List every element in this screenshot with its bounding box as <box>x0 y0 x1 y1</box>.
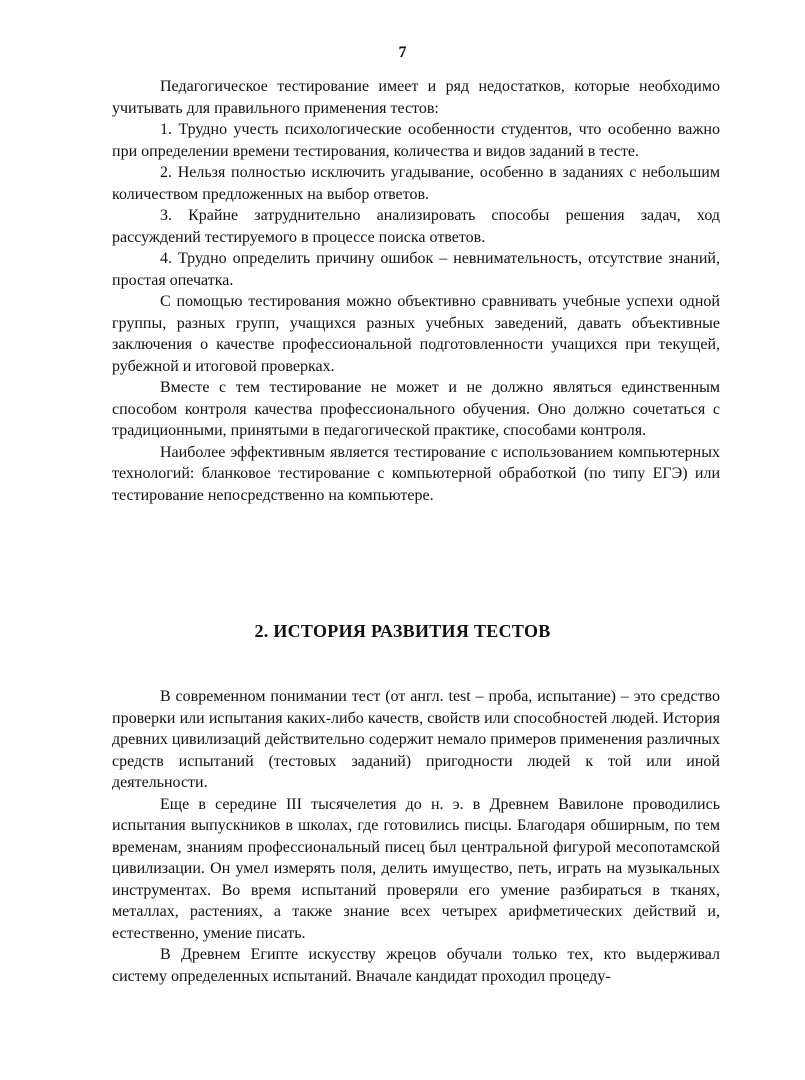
list-item: 3. Крайне затруднительно анализировать способы решения задач, ход рассуждений тестируемого в процессе поиска ответов. <box>112 207 720 246</box>
page-number: 7 <box>398 44 407 61</box>
paragraph: Педагогическое тестирование имеет и ряд недостатков, которые необходимо учитывать для правильного применения тестов: <box>112 78 720 117</box>
list-item: 1. Трудно учесть психологические особенности студентов, что особенно важно при определении времени тестирования, количества и видов заданий в тесте. <box>112 121 720 160</box>
paragraph: Вместе с тем тестирование не может и не должно являться единственным способом контроля качества профессионального обучения. Оно должно сочетаться с традиционными, принятыми в педагогической практике, способами контроля. <box>112 379 720 439</box>
paragraph: В современном понимании тест (от англ. test – проба, испытание) – это средство проверки или испытания каких-либо качеств, свойств или способностей людей. История древних цивилизаций действительно содержит немало примеров применения различных средств испытаний (тестовых заданий) пригодности людей к той или иной деятельности. <box>112 688 720 791</box>
paragraph: В Древнем Египте искусству жрецов обучали только тех, кто выдерживал систему определенных испытаний. Вначале кандидат проходил процеду- <box>112 946 720 985</box>
paragraph: Еще в середине III тысячелетия до н. э. в Древнем Вавилоне проводились испытания выпускников в школах, где готовились писцы. Благодаря обширным, по тем временам, знаниям профессиональный писец был центральной фигурой месопотамской цивилизации. Он умел измерять поля, делить имущество, петь, играть на музыкальных инструментах. Во время испытаний проверяли его умение разбираться в тканях, металлах, растениях, а также знание всех четырех арифметических действий и, естественно, умение писать. <box>112 795 720 942</box>
list-item: 2. Нельзя полностью исключить угадывание, особенно в заданиях с небольшим количеством предложенных на выбор ответов. <box>112 164 720 203</box>
paragraph: Наиболее эффективным является тестирование с использованием компьютерных технологий: бланковое тестирование с компьютерной обработкой (по типу ЕГЭ) или тестирование непосредственно на компьютере. <box>112 443 720 504</box>
section-heading: 2. ИСТОРИЯ РАЗВИТИЯ ТЕСТОВ <box>254 621 551 641</box>
bottom-text-block <box>112 686 720 987</box>
paragraph: С помощью тестирования можно объективно сравнивать учебные успехи одной группы, разных групп, учащихся разных учебных заведений, давать объективные заключения о качестве профессиональной подготовленности учащихся при текущей, рубежной и итоговой проверках. <box>112 293 720 375</box>
list-item: 4. Трудно определить причину ошибок – невнимательность, отсутствие знаний, простая опечатка. <box>112 250 720 289</box>
top-text-block <box>112 76 720 506</box>
